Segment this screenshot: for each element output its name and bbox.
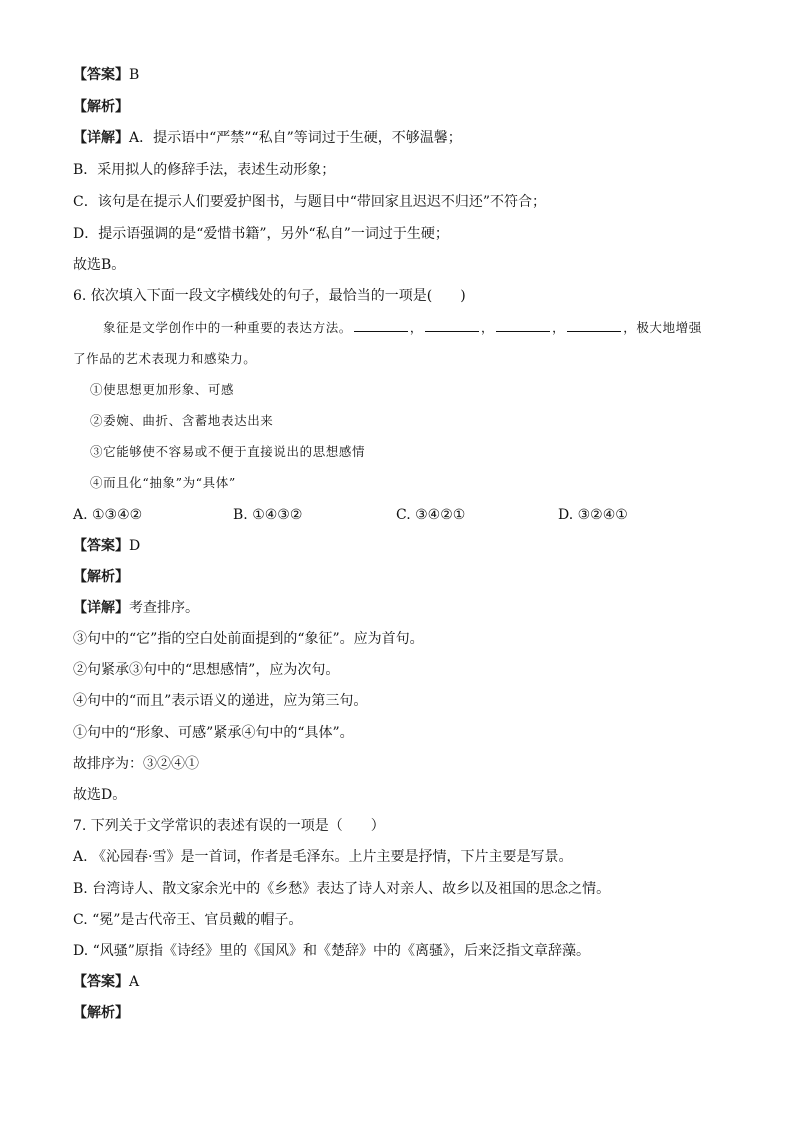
q6-option-b: B. ①④③② — [233, 507, 303, 523]
q6-passage-line1 — [103, 318, 702, 338]
q6-line-2: ②句紧承③句中的“思想感情”，应为次句。 — [73, 662, 340, 678]
q6-order: 故排序为：③②④① — [73, 756, 199, 772]
detail-tag: 【详解】 — [73, 130, 129, 146]
q6-passage-line2: 了作品的艺术表现力和感染力。 — [73, 351, 257, 366]
sep: ， — [409, 320, 424, 335]
q6-conclusion: 故选D。 — [73, 787, 127, 803]
q6-option-c: C. ③④②① — [396, 507, 466, 523]
q6-line-4: ①句中的“形象、可感”紧承④句中的“具体”。 — [73, 725, 354, 741]
q7-answer-line — [73, 972, 139, 992]
q5-conclusion: 故选B。 — [73, 257, 126, 273]
answer-tag: 【答案】 — [73, 67, 129, 83]
q6-item-3: ③它能够使不容易或不便于直接说出的思想感情 — [90, 444, 366, 459]
blank-4 — [567, 319, 621, 332]
q6-analysis-line — [73, 567, 129, 587]
q6-answer-line — [73, 536, 140, 556]
sep: ， — [552, 320, 566, 335]
analysis-tag: 【解析】 — [73, 1005, 129, 1021]
q6-item-4: ④而且化“抽象”为“具体” — [90, 475, 236, 490]
detail-text: A．提示语中“严禁”“私自”等词过于生硬，不够温馨； — [129, 130, 462, 146]
q7-option-c: C. “冕”是古代帝王、官员戴的帽子。 — [73, 912, 303, 928]
detail-tag: 【详解】 — [73, 600, 129, 616]
sep: ， — [481, 320, 495, 335]
answer-tag: 【答案】 — [73, 974, 129, 990]
q5-line-d: D．提示语强调的是“爱惜书籍”，另外“私自”一词过于生硬； — [73, 226, 449, 242]
analysis-tag: 【解析】 — [73, 99, 129, 115]
blank-3 — [496, 319, 550, 332]
detail-text: 考查排序。 — [129, 600, 199, 616]
q7-analysis-line — [73, 1003, 129, 1023]
q7-option-b: B. 台湾诗人、散文家余光中的《乡愁》表达了诗人对亲人、故乡以及祖国的思念之情。 — [73, 881, 611, 897]
q5-answer-line — [73, 65, 139, 85]
answer-value: A — [129, 974, 140, 990]
q5-detail-line — [73, 128, 462, 148]
q6-line-1: ③句中的“它”指的空白处前面提到的“象征”。应为首句。 — [73, 631, 424, 647]
answer-tag: 【答案】 — [73, 538, 129, 554]
q7-stem: 7. 下列关于文学常识的表述有误的一项是（ ） — [73, 818, 385, 834]
q6-option-a: A. ①③④② — [73, 507, 143, 523]
answer-value: B — [129, 67, 140, 83]
blank-2 — [425, 319, 479, 332]
q5-line-c: C．该句是在提示人们要爱护图书，与题目中“带回家且迟迟不归还”不符合； — [73, 194, 547, 210]
q7-option-d: D. “风骚”原指《诗经》里的《国风》和《楚辞》中的《离骚》，后来泛指文章辞藻。 — [73, 943, 590, 959]
q7-option-a: A. 《沁园春·雪》是一首词，作者是毛泽东。上片主要是抒情，下片主要是写景。 — [73, 849, 573, 865]
answer-value: D — [129, 538, 141, 554]
q5-analysis-line — [73, 97, 129, 117]
q6-line-3: ④句中的“而且”表示语义的递进，应为第三句。 — [73, 693, 368, 709]
q5-line-b: B．采用拟人的修辞手法，表述生动形象； — [73, 162, 336, 178]
blank-1 — [354, 319, 408, 332]
passage-start: 象征是文学创作中的一种重要的表达方法。 — [103, 320, 352, 335]
analysis-tag: 【解析】 — [73, 569, 129, 585]
q6-item-2: ②委婉、曲折、含蓄地表达出来 — [90, 413, 274, 428]
q6-stem: 6. 依次填入下面一段文字横线处的句子，最恰当的一项是( ) — [73, 288, 466, 304]
q6-item-1: ①使思想更加形象、可感 — [90, 382, 235, 397]
q6-option-d: D. ③②④① — [558, 507, 628, 523]
q6-detail-line — [73, 598, 199, 618]
passage-tail: ，极大地增强 — [623, 320, 702, 335]
